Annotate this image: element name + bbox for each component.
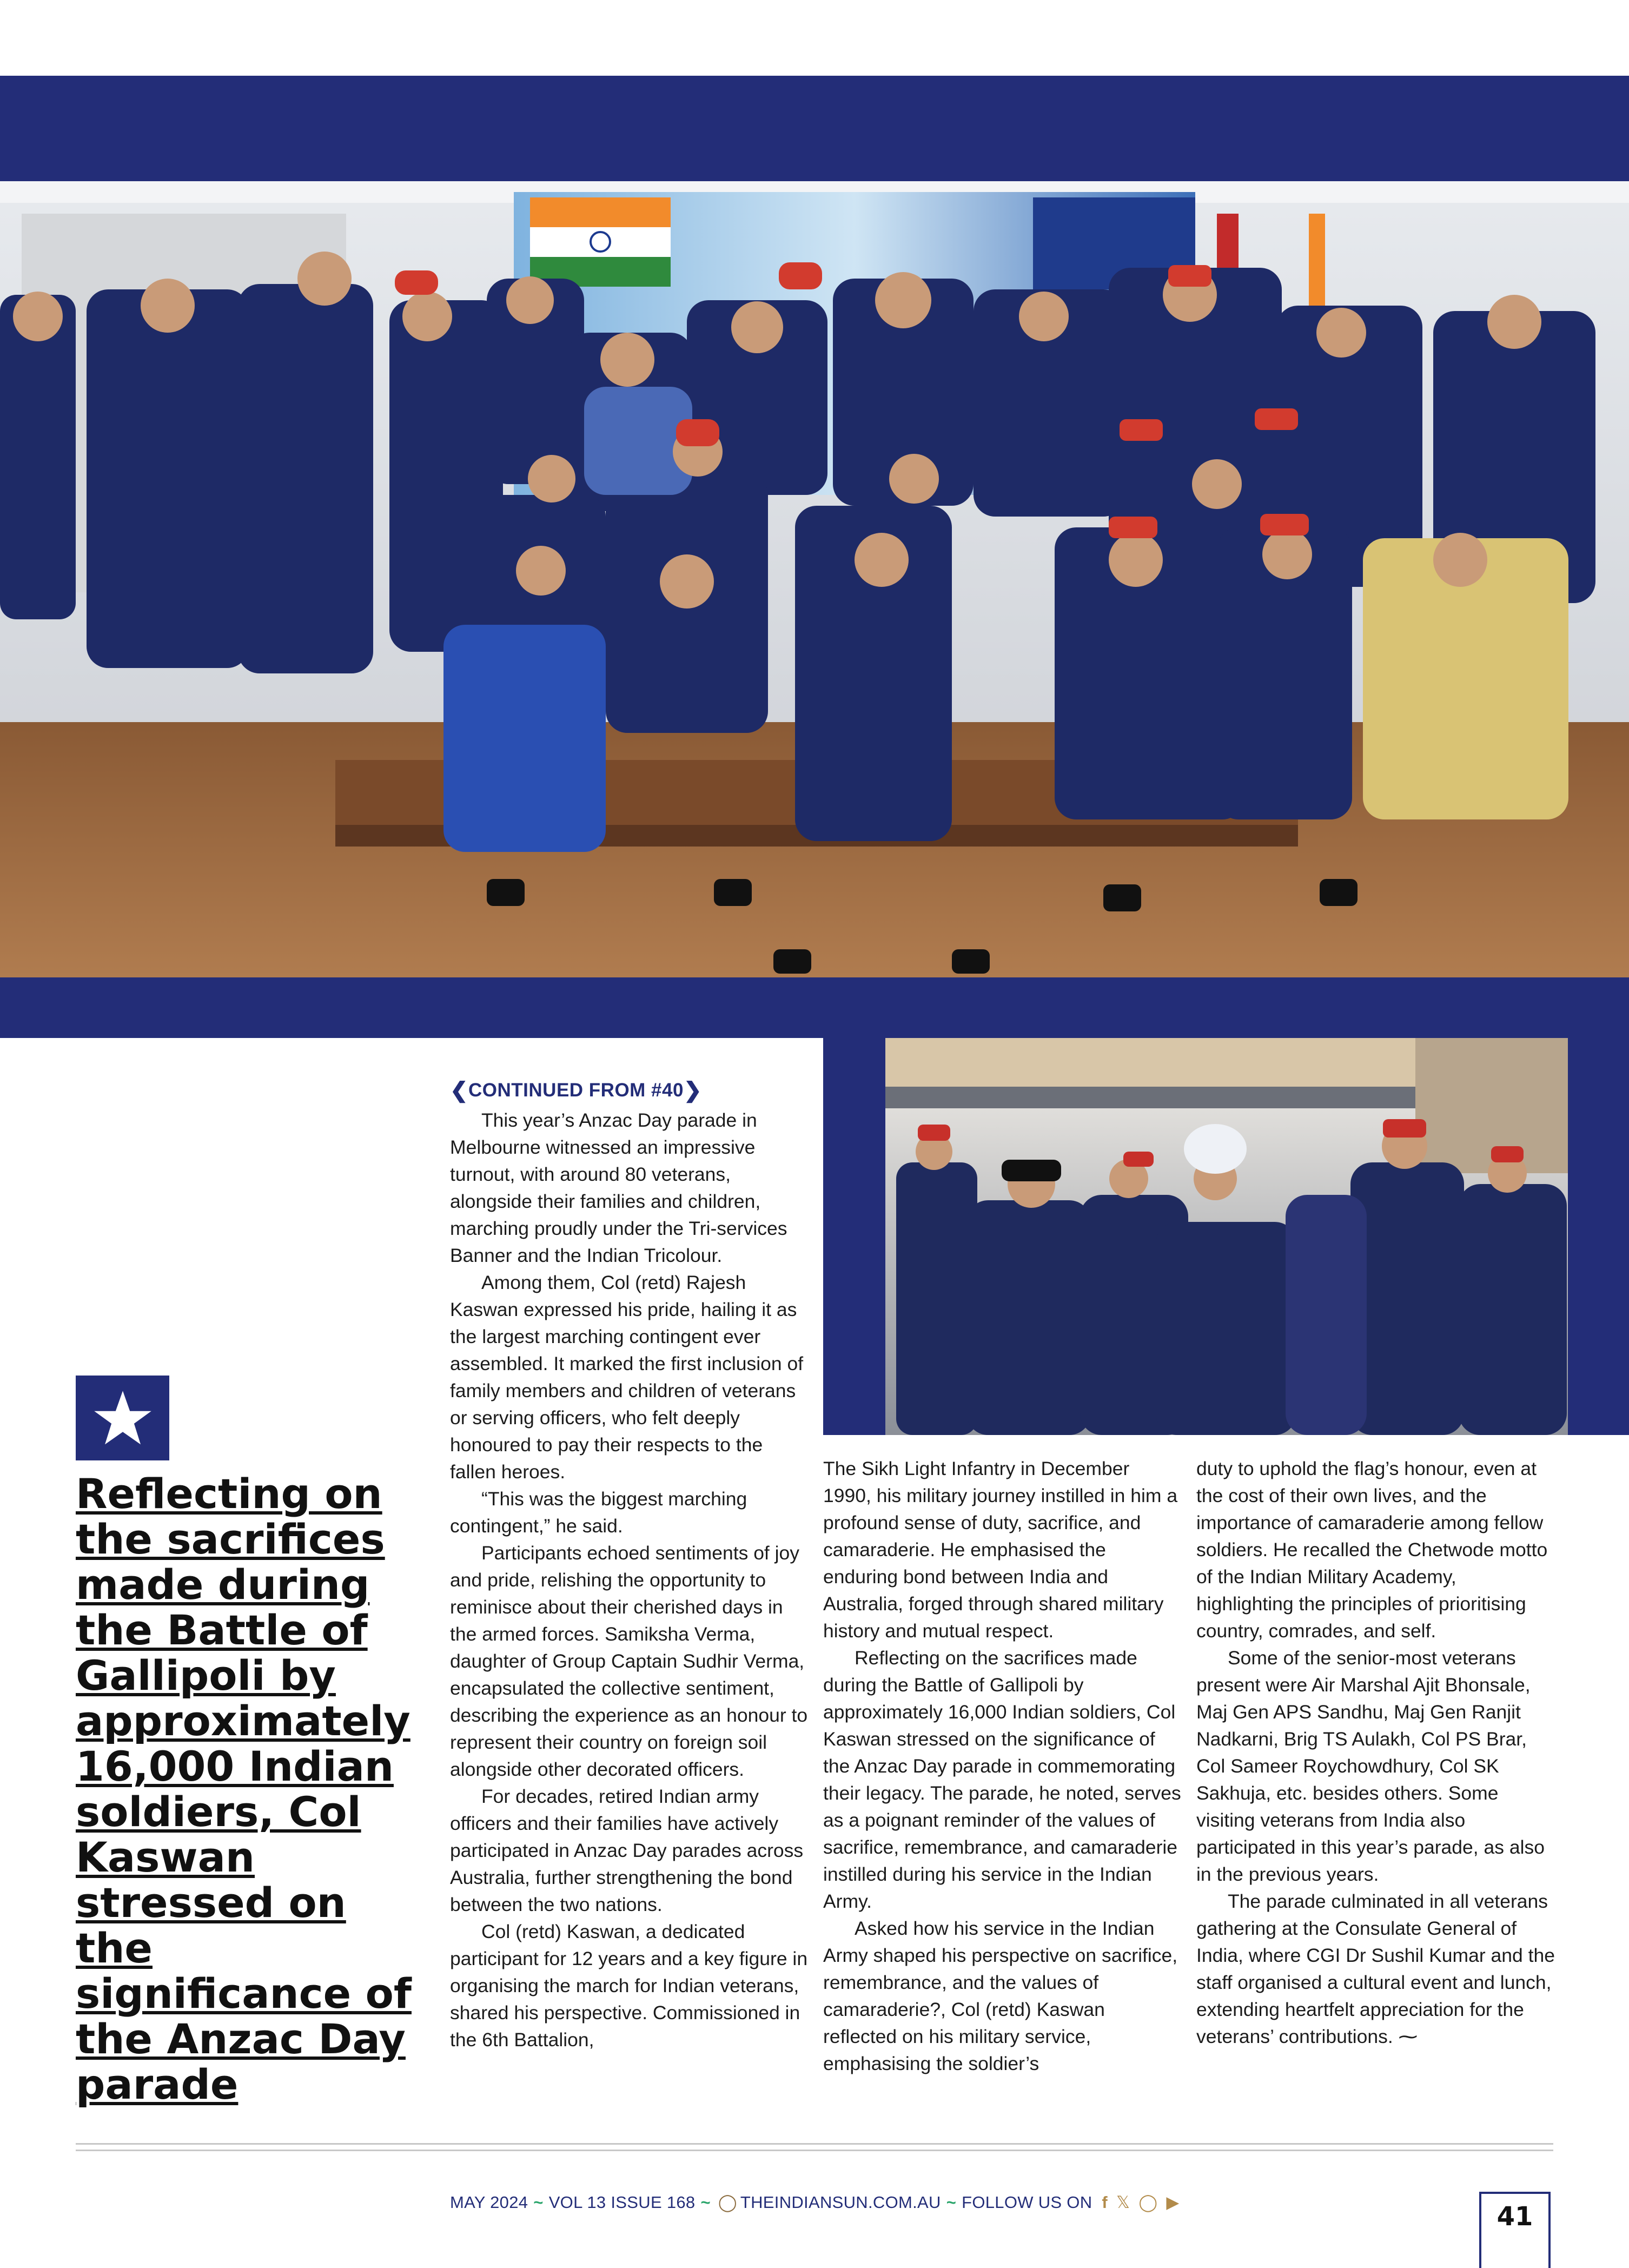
chevron-right-icon: ❯ bbox=[683, 1079, 702, 1102]
paragraph: Col (retd) Kaswan, a dedicated participant for 12 years and a key figure in organising the march for Indian veterans, shared his perspective. Commissioned in the 6th Battalion, bbox=[450, 1921, 808, 2051]
footer-issue: VOL 13 ISSUE 168 bbox=[548, 2193, 696, 2212]
facebook-icon[interactable]: f bbox=[1102, 2193, 1108, 2212]
paragraph: This year’s Anzac Day parade in Melbourne witnessed an impressive turnout, with around 80 veterans, alongside their families and children, marching proudly under the Tri-services Banner and the Indian Tricolour. bbox=[450, 1109, 787, 1266]
youtube-icon[interactable]: ▶ bbox=[1166, 2193, 1180, 2212]
star-icon bbox=[93, 1388, 153, 1448]
group-photo bbox=[0, 181, 1629, 977]
globe-icon: ◯ bbox=[718, 2193, 737, 2212]
footer-site-link[interactable]: THEINDIANSUN.COM.AU bbox=[740, 2193, 941, 2212]
paragraph: The parade culminated in all veterans gathering at the Consulate General of India, where CGI Dr Sushil Kumar and the staff organised a cultural event and lunch, extending heartfelt appreciation for the veterans’ contributions. ⁓ bbox=[1196, 1890, 1555, 2047]
paragraph: For decades, retired Indian army officers and their families have actively participated in Anzac Day parades across Australia, further strengthening the bond between the two nations. bbox=[450, 1786, 804, 1915]
article-column-3 bbox=[1196, 1455, 1555, 2050]
paragraph: Reflecting on the sacrifices made during the Battle of Gallipoli by approximately 16,000 Indian soldiers, Col Kaswan stressed on the significance of the Anzac Day parade in commemorating their legacy. The parade, he noted, serves as a poignant reminder of the values of sacrifice, remembrance, and camaraderie instilled during his service in the Indian Army. bbox=[823, 1647, 1181, 1912]
pull-quote: Reflecting on the sacrifices made during the Battle of Gallipoli by approximately 16,000 Indian soldiers, Col Kaswan stressed on the significance of the Anzac Day parade bbox=[76, 1470, 412, 2108]
article-column-2 bbox=[823, 1455, 1182, 2077]
x-icon[interactable]: 𝕏 bbox=[1116, 2193, 1130, 2212]
social-icons bbox=[1102, 2193, 1179, 2212]
footer-bar bbox=[450, 2192, 1179, 2213]
star-box bbox=[76, 1376, 169, 1460]
continued-text: CONTINUED FROM #40 bbox=[468, 1080, 684, 1101]
footer-rule-top bbox=[76, 2143, 1553, 2145]
instagram-icon[interactable]: ◯ bbox=[1138, 2193, 1158, 2212]
paragraph: Asked how his service in the Indian Army shaped his perspective on sacrifice, remembrance, and the values of camaraderie?, Col (retd) Kaswan reflected on his military service, emphasising the soldier’s bbox=[823, 1917, 1178, 2074]
paragraph: Participants echoed sentiments of joy and pride, relishing the opportunity to reminisce about their cherished days in the armed forces. Samiksha Verma, daughter of Group Captain Sudhir Verma, encapsulated the collective sentiment, describing the experience as an honour to represent their country on foreign soil alongside other decorated officers. bbox=[450, 1542, 808, 1780]
wave-icon: ~ bbox=[533, 2193, 544, 2212]
paragraph: “This was the biggest marching contingent,” he said. bbox=[450, 1488, 747, 1537]
continued-from-label bbox=[450, 1080, 807, 1101]
footer-follow: FOLLOW US ON bbox=[962, 2193, 1092, 2212]
wave-icon: ~ bbox=[700, 2193, 711, 2212]
paragraph: Among them, Col (retd) Rajesh Kaswan expressed his pride, hailing it as the largest marching contingent ever assembled. It marked the first inclusion of family members and children of veterans or serving officers, who felt deeply honoured to pay their respects to the fallen heroes. bbox=[450, 1272, 804, 1483]
paragraph: duty to uphold the flag’s honour, even at the cost of their own lives, and the importance of camaraderie among fellow soldiers. He recalled the Chetwode motto of the Indian Military Academy, highlighting the principles of prioritising country, comrades, and self. bbox=[1196, 1458, 1548, 1642]
wave-icon: ~ bbox=[946, 2193, 957, 2212]
page-number: 41 bbox=[1479, 2192, 1551, 2268]
paragraph: Some of the senior-most veterans present were Air Marshal Ajit Bhonsale, Maj Gen APS Sandhu, Maj Gen Ranjit Nadkarni, Brig TS Aulakh, Col PS Brar, Col Sameer Roychowdhury, Col SK Sakhuja, etc. besides others. Some visiting veterans from India also participated in this year’s parade, as also in the previous years. bbox=[1196, 1647, 1545, 1885]
footer-rule-bottom bbox=[76, 2150, 1553, 2151]
article-column-1 bbox=[450, 1107, 809, 2053]
chevron-left-icon: ❮ bbox=[450, 1079, 469, 1102]
parade-photo bbox=[885, 1038, 1568, 1435]
paragraph: The Sikh Light Infantry in December 1990, his military journey instilled in him a profound sense of duty, sacrifice, and camaraderie. He emphasised the enduring bond between India and Australia, forged through shared military history and mutual respect. bbox=[823, 1458, 1178, 1642]
top-banner bbox=[0, 76, 1629, 181]
footer-date: MAY 2024 bbox=[450, 2193, 528, 2212]
